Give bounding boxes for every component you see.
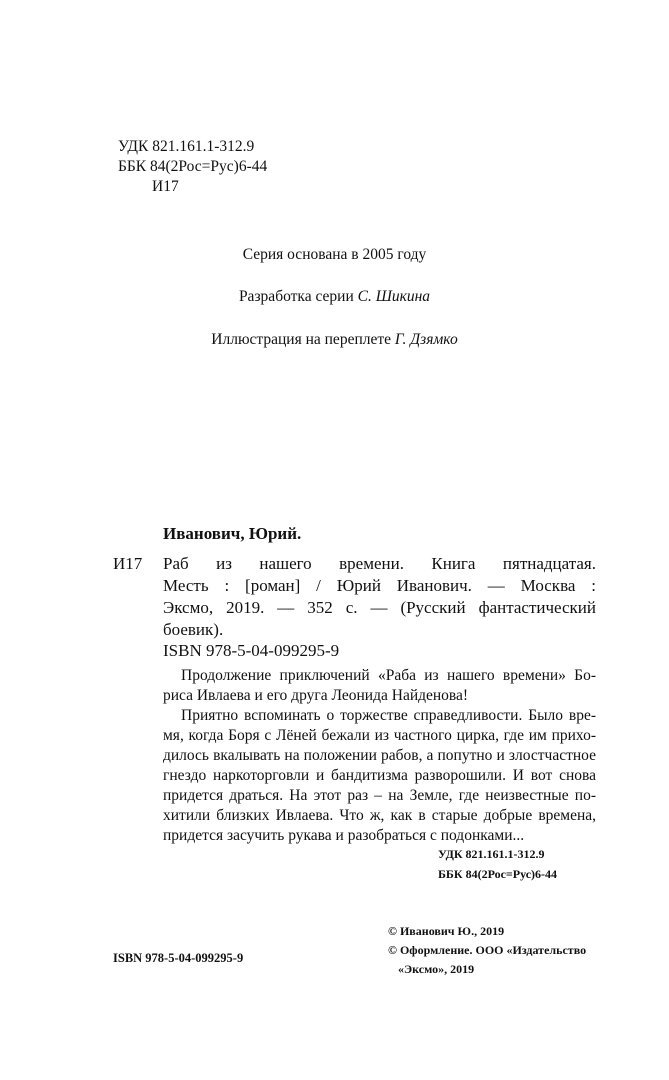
illustration-name: Г. Дзямко — [394, 331, 458, 348]
series-developer-name: С. Шикина — [357, 288, 431, 305]
abstract-line: гнездо наркоторговли и бандитизма разворошили. И вот снова — [163, 767, 596, 784]
author-mark: И17 — [152, 178, 179, 195]
bbk-code: ББК 84(2Рос=Рус)6-44 — [118, 158, 268, 175]
classification-right — [438, 846, 557, 882]
entry-isbn: ISBN 978-5-04-099295-9 — [163, 641, 340, 660]
entry-index: И17 — [113, 554, 143, 573]
copyright-design: © Оформление. ООО «Издательство — [388, 943, 587, 957]
illustration-label: Иллюстрация на переплете — [211, 331, 392, 348]
entry-author: Иванович, Юрий. — [163, 524, 302, 543]
entry-line: Эксмо, 2019. — 352 с. — (Русский фантастический — [163, 598, 596, 617]
series-developer — [0, 287, 669, 307]
abstract-line: придется засучить рукава и разобраться с подонками... — [163, 827, 525, 844]
udk-code: УДК 821.161.1-312.9 — [118, 138, 255, 155]
bbk-code-right: ББК 84(2Рос=Рус)6-44 — [438, 867, 558, 881]
abstract-line: Продолжение приключений «Раба из нашего времени» Бо- — [181, 667, 596, 684]
entry-line: Месть : [роман] / Юрий Иванович. — Москва : — [163, 576, 596, 595]
abstract-line: хитили близких Ивлаева. Что ж, как в старые добрые времена, — [163, 807, 596, 824]
entry-line: Раб из нашего времени. Книга пятнадцатая. — [163, 554, 596, 573]
abstract-line: дилось вкалывать на положении рабов, а попутно и злостчастное — [163, 747, 596, 764]
illustration-credit — [0, 330, 669, 350]
udk-code-right: УДК 821.161.1-312.9 — [438, 847, 545, 861]
copyright-block — [388, 923, 586, 977]
copyright-author: © Иванович Ю., 2019 — [388, 924, 505, 938]
entry-line: боевик). — [163, 620, 224, 639]
series-founded: Серия основана в 2005 году — [242, 246, 427, 263]
abstract-line: придется драться. На этот раз – на Земле, где неизвестные по- — [163, 787, 596, 804]
series-developer-label: Разработка серии — [238, 288, 354, 305]
abstract-line: риса Ивлаева и его друга Леонида Найденова! — [163, 687, 469, 704]
abstract-line: Приятно вспоминать о торжестве справедливости. Было вре- — [181, 707, 596, 724]
abstract — [163, 666, 596, 846]
isbn-bottom: ISBN 978-5-04-099295-9 — [113, 951, 244, 965]
abstract-line: мя, когда Боря с Лёней бежали из частного цирка, где им прихо- — [163, 727, 596, 744]
copyright-publisher: «Эксмо», 2019 — [398, 962, 475, 976]
entry-description — [163, 553, 596, 641]
